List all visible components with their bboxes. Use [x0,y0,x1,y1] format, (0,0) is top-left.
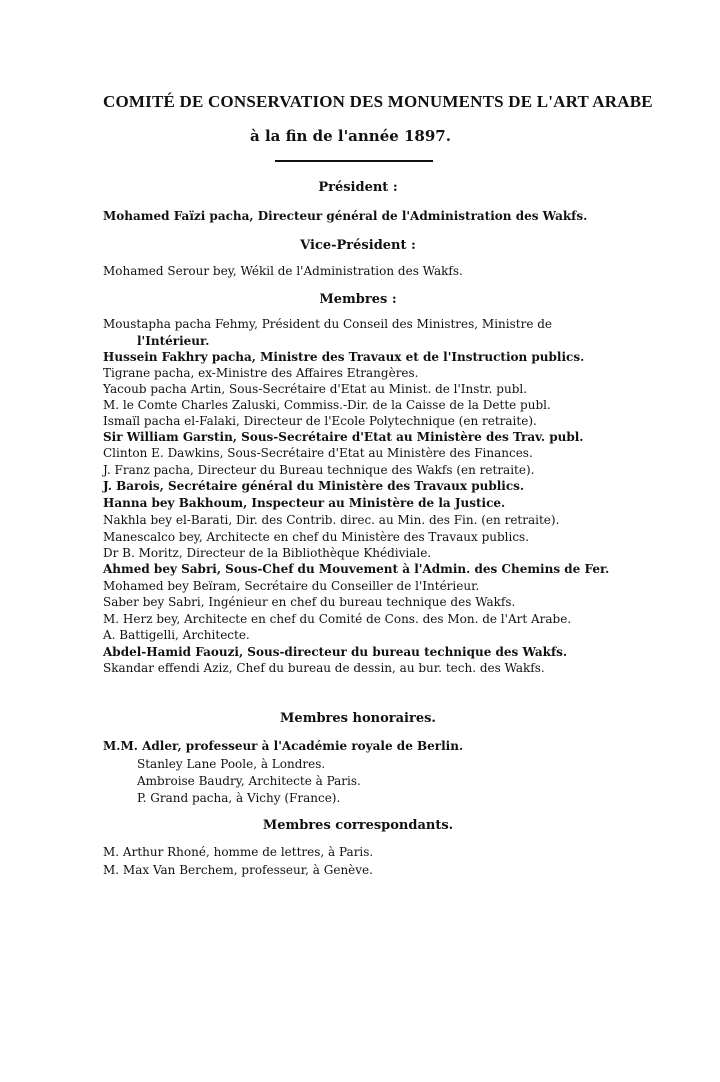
member-line: Nakhla bey el-Barati, Dir. des Contrib. direc. au Min. des Fin. (en retraite). [103,513,560,527]
heading-membres: Membres : [319,292,397,307]
member-line: Dr B. Moritz, Directeur de la Bibliothèque Khédiviale. [103,546,432,560]
honorary-member-line: Ambroise Baudry, Architecte à Paris. [137,774,361,788]
heading-vice-president: Vice-Président : [300,238,416,253]
member-line: Manescalco bey, Architecte en chef du Ministère des Travaux publics. [103,530,530,544]
member-line: Hussein Fakhry pacha, Ministre des Travaux et de l'Instruction publics. [103,350,585,364]
heading-membres-correspondants: Membres correspondants. [262,818,454,833]
member-line: Tigrane pacha, ex-Ministre des Affaires Etrangères. [103,366,419,380]
vice-president-line: Mohamed Serour bey, Wékil de l'Administration des Wakfs. [103,264,463,278]
member-line: M. Herz bey, Architecte en chef du Comité de Cons. des Mon. de l'Art Arabe. [103,612,572,626]
document-title: COMITÉ DE CONSERVATION DES MONUMENTS DE L'ART ARABE [103,92,653,111]
corresponding-member-line: M. Arthur Rhoné, homme de lettres, à Paris. [103,845,374,859]
member-line: Hanna bey Bakhoum, Inspecteur au Ministère de la Justice. [103,496,506,510]
honorary-member-line: M.M. Adler, professeur à l'Académie royale de Berlin. [103,739,464,753]
member-line: Mohamed bey Beïram, Secrétaire du Conseiller de l'Intérieur. [103,579,480,593]
member-line: Abdel-Hamid Faouzi, Sous-directeur du bureau technique des Wakfs. [103,645,568,659]
heading-president: Président : [318,180,398,195]
member-line: Saber bey Sabri, Ingénieur en chef du bureau technique des Wakfs. [103,595,516,609]
document-subtitle: à la fin de l'année 1897. [250,127,451,145]
member-line: Skandar effendi Aziz, Chef du bureau de dessin, au bur. tech. des Wakfs. [103,661,545,675]
member-line: A. Battigelli, Architecte. [103,628,250,642]
member-line: Sir William Garstin, Sous-Secrétaire d'Etat au Ministère des Trav. publ. [103,430,584,444]
member-line: J. Franz pacha, Directeur du Bureau technique des Wakfs (en retraite). [103,463,535,477]
heading-membres-honoraires: Membres honoraires. [280,711,436,726]
title-divider [275,160,433,162]
member-line: l'Intérieur. [137,334,210,348]
president-line: Mohamed Faïzi pacha, Directeur général de l'Administration des Wakfs. [103,209,588,223]
member-line: Yacoub pacha Artin, Sous-Secrétaire d'Etat au Minist. de l'Instr. publ. [103,382,528,396]
corresponding-member-line: M. Max Van Berchem, professeur, à Genève. [103,863,373,877]
member-line: Ahmed bey Sabri, Sous-Chef du Mouvement à l'Admin. des Chemins de Fer. [103,562,610,576]
member-line: Clinton E. Dawkins, Sous-Secrétaire d'Etat au Ministère des Finances. [103,446,533,460]
member-line: J. Barois, Secrétaire général du Ministère des Travaux publics. [103,479,525,493]
member-line: Ismaïl pacha el-Falaki, Directeur de l'Ecole Polytechnique (en retraite). [103,414,537,428]
honorary-member-line: Stanley Lane Poole, à Londres. [137,757,326,771]
honorary-member-line: P. Grand pacha, à Vichy (France). [137,791,341,805]
member-line: Moustapha pacha Fehmy, Président du Conseil des Ministres, Ministre de [103,317,553,331]
member-line: M. le Comte Charles Zaluski, Commiss.-Dir. de la Caisse de la Dette publ. [103,398,551,412]
